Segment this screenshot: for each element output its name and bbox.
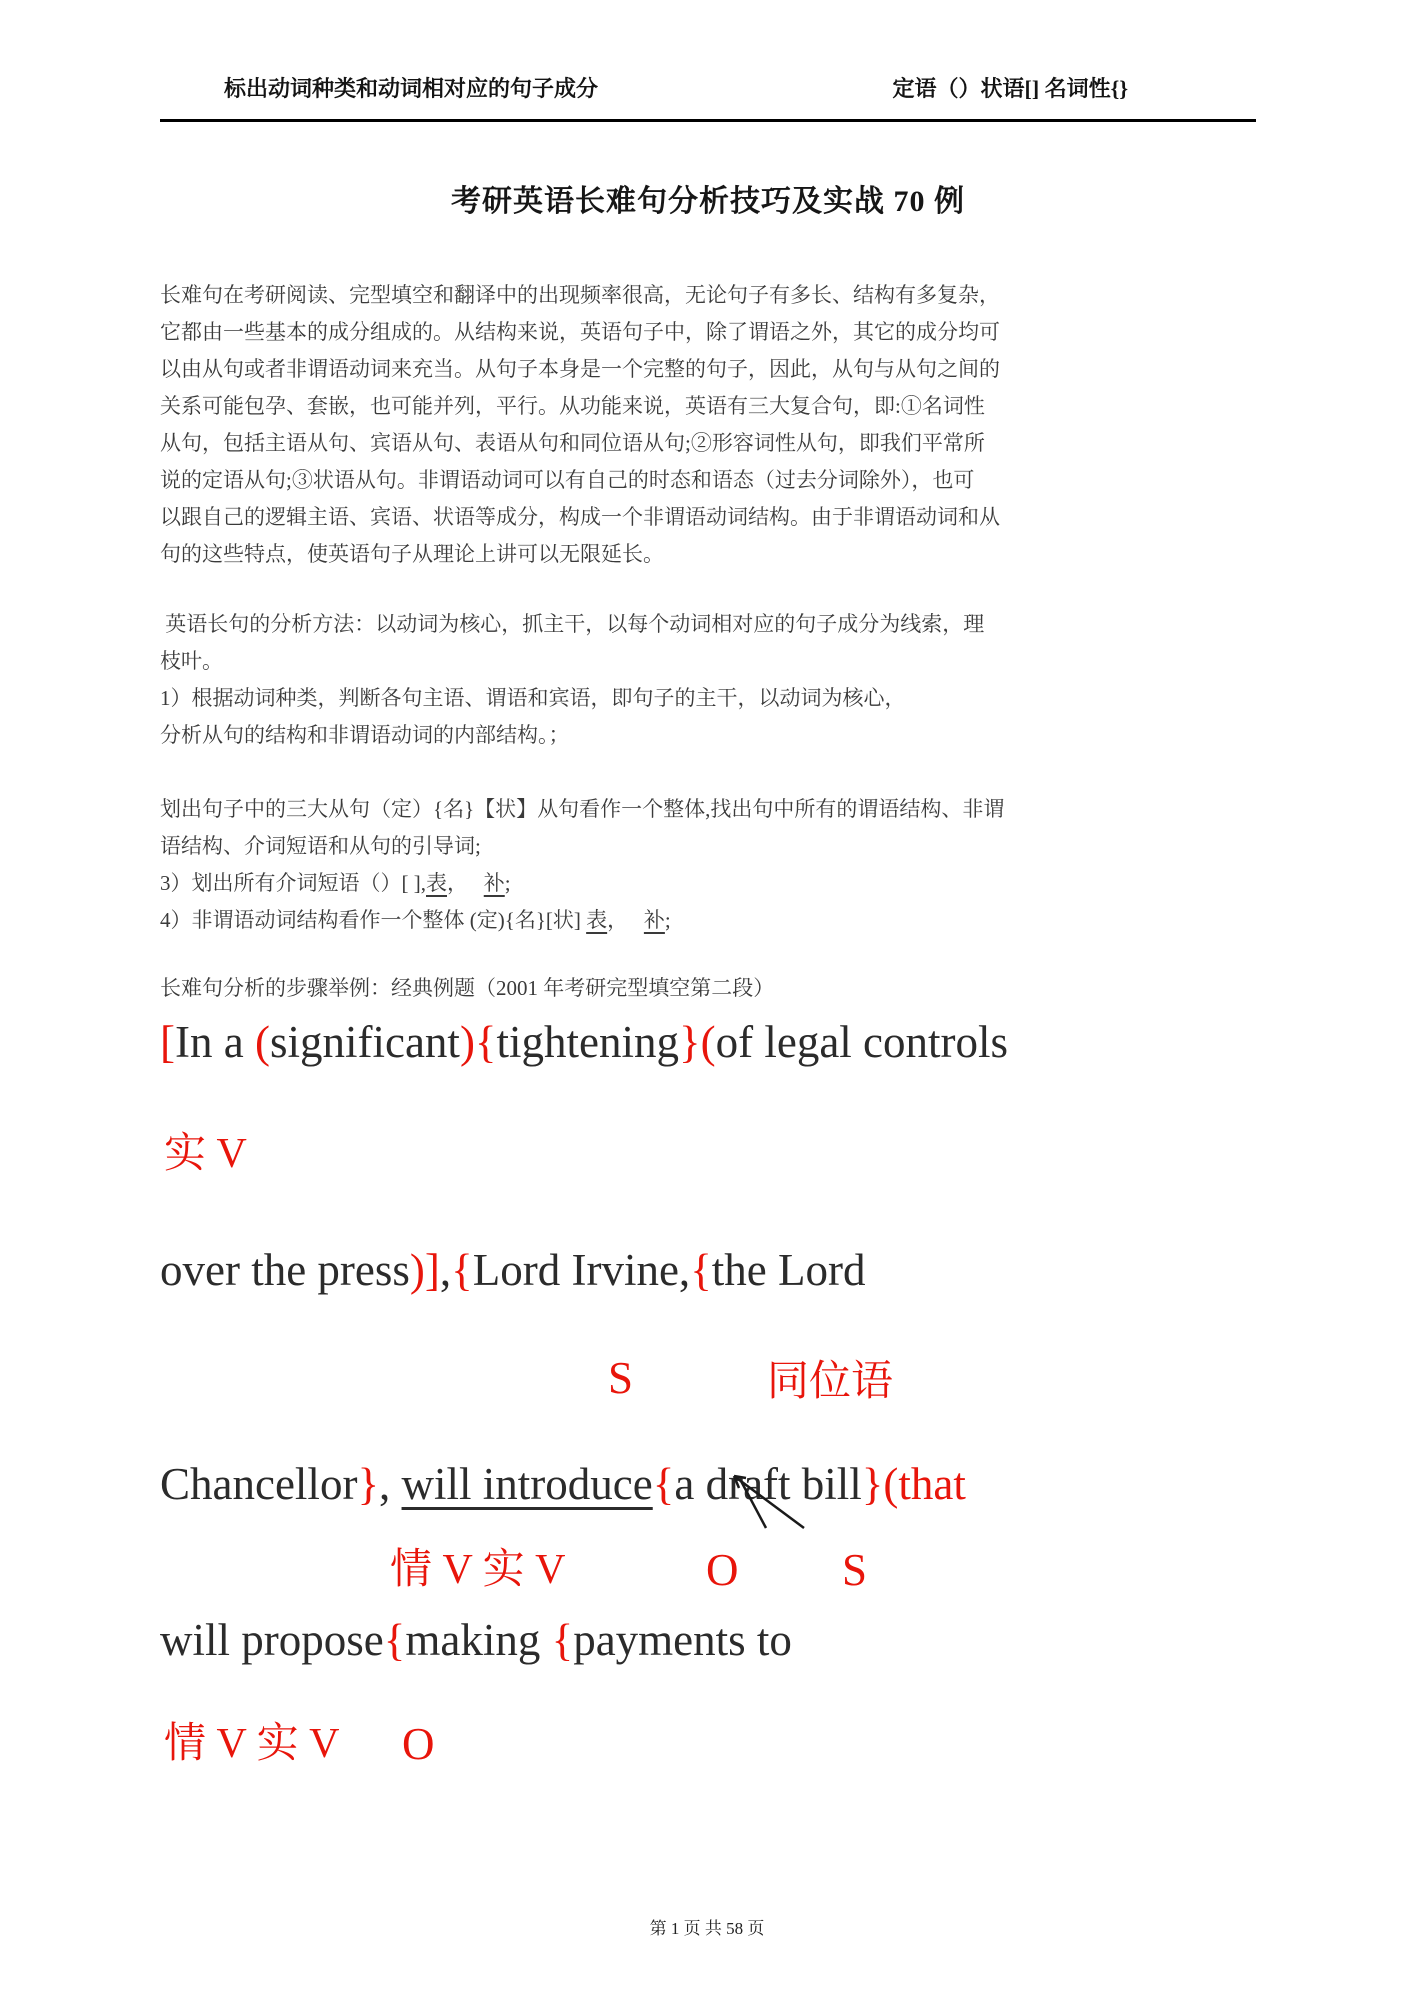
annotation-row-1 (160, 1540, 1290, 1602)
page-header (160, 76, 1256, 122)
method-paragraph (160, 606, 1280, 754)
step3-underlined-bu: 补 (483, 871, 505, 895)
sentence-text: In a (175, 1017, 255, 1067)
bracket: [ (160, 1017, 175, 1067)
text-line: 说的定语从句;③状语从句。非谓语动词可以有自己的时态和语态（过去分词除外），也可 (160, 468, 975, 492)
sentence-text: the Lord (711, 1245, 866, 1295)
sentence-line-4 (160, 1610, 1290, 1672)
step-item-3 (160, 865, 1280, 902)
bracket: { (652, 1459, 675, 1509)
step3-separator: ， (447, 871, 484, 895)
bracket: ){ (459, 1017, 497, 1067)
annotation-o: O (402, 1719, 435, 1769)
annotation-qing-v-shi-v: 情 V 实 V (164, 1721, 340, 1767)
annotation-arrow (720, 1470, 812, 1534)
sentence-text: significant (269, 1017, 460, 1067)
bracket: )] (409, 1245, 440, 1295)
step4-end: ; (664, 908, 671, 932)
sentence-text: Lord Irvine, (472, 1245, 691, 1295)
sentence-text: tightening (496, 1017, 680, 1067)
step4-text: 4）非谓语动词结构看作一个整体 (定){名}[状] (160, 908, 587, 932)
sentence-text: of legal controls (715, 1017, 1009, 1067)
annotation-shi-v: 实 V (164, 1131, 247, 1177)
annotation-row-2 (160, 1714, 1290, 1776)
text-line: 分析从句的结构和非谓语动词的内部结构。； (160, 723, 570, 747)
sentence-text: over the press (160, 1245, 410, 1295)
step-item-4 (160, 902, 1280, 939)
annotation-subject-apposition (160, 1348, 1290, 1410)
bracket: { (551, 1615, 574, 1665)
sentence-line-2 (160, 1240, 1290, 1302)
page-title: 考研英语长难句分析技巧及实战 70 例 (451, 185, 965, 218)
annotation-o: O (706, 1545, 739, 1595)
sentence-text: , (439, 1245, 452, 1295)
step3-end: ; (504, 871, 511, 895)
annotation-apposition: 同位语 (767, 1359, 894, 1405)
text-line: 以由从句或者非谓语动词来充当。从句子本身是一个完整的句子，因此，从句与从句之间的 (160, 357, 1000, 381)
text-line: 句的这些特点，使英语句子从理论上讲可以无限延长。 (160, 542, 664, 566)
sentence-text: making (405, 1615, 552, 1665)
bracket: ( (254, 1017, 270, 1067)
text-line: 从句，包括主语从句、宾语从句、表语从句和同位语从句;②形容词性从句，即我们平常所 (160, 431, 985, 455)
sentence-text: a draft bill (674, 1459, 862, 1509)
bracket: } (357, 1459, 380, 1509)
annotation-s: S (608, 1353, 634, 1403)
text-line: 1）根据动词种类，判断各句主语、谓语和宾语，即句子的主干，以动词为核心， (160, 686, 906, 710)
step3-text: 3）划出所有介词短语（）[ ], (160, 871, 426, 895)
step3-underlined-biao: 表 (426, 871, 447, 895)
sentence-text: Chancellor (160, 1459, 358, 1509)
example-intro: 长难句分析的步骤举例：经典例题（2001 年考研完型填空第二段） (160, 976, 775, 1000)
text-line: 以跟自己的逻辑主语、宾语、状语等成分，构成一个非谓语动词结构。由于非谓语动词和从 (160, 505, 1000, 529)
step4-underlined-bu: 补 (643, 908, 665, 932)
step4-underlined-biao: 表 (586, 908, 608, 932)
header-right-text: 定语（）状语[] 名词性{} (892, 76, 1128, 101)
bracket: }( (679, 1017, 716, 1067)
body-text (160, 277, 1280, 1007)
sentence-line-1 (160, 1012, 1290, 1074)
sentence-text: , (379, 1459, 402, 1509)
sentence-text: payments to (573, 1615, 792, 1665)
intro-paragraph (160, 277, 1280, 573)
bracket: { (383, 1615, 406, 1665)
annotation-s: S (842, 1545, 868, 1595)
text-line: 它都由一些基本的成分组成的。从结构来说，英语句子中，除了谓语之外，其它的成分均可 (160, 320, 1000, 344)
text-line: 枝叶。 (160, 649, 223, 673)
annotated-sentence (160, 1012, 1290, 1862)
text-line: 长难句在考研阅读、完型填空和翻译中的出现频率很高，无论句子有多长、结构有多复杂， (160, 283, 1000, 307)
underlined-verb: will introduce (401, 1459, 653, 1509)
bracket: }(that (861, 1459, 966, 1509)
text-line: 英语长句的分析方法：以动词为核心，抓主干，以每个动词相对应的句子成分为线索，理 (160, 612, 985, 636)
header-left-text: 标出动词种类和动词相对应的句子成分 (224, 76, 599, 101)
text-line: 语结构、介词短语和从句的引导词; (160, 834, 481, 858)
step4-separator: ， (607, 908, 644, 932)
bracket: { (451, 1245, 473, 1295)
text-line: 关系可能包孕、套嵌，也可能并列，平行。从功能来说，英语有三大复合句，即:①名词性 (160, 394, 985, 418)
text-line: 划出句子中的三大从句（定）{名}【状】从句看作一个整体,找出句中所有的谓语结构、非谓 (160, 797, 1005, 821)
bracket: { (690, 1245, 712, 1295)
annotation-qing-v-shi-v: 情 V 实 V (390, 1547, 566, 1593)
sentence-text: will propose (160, 1615, 384, 1665)
clause-steps-paragraph (160, 791, 1280, 939)
page-footer: 第 1 页 共 58 页 (649, 1919, 765, 1938)
